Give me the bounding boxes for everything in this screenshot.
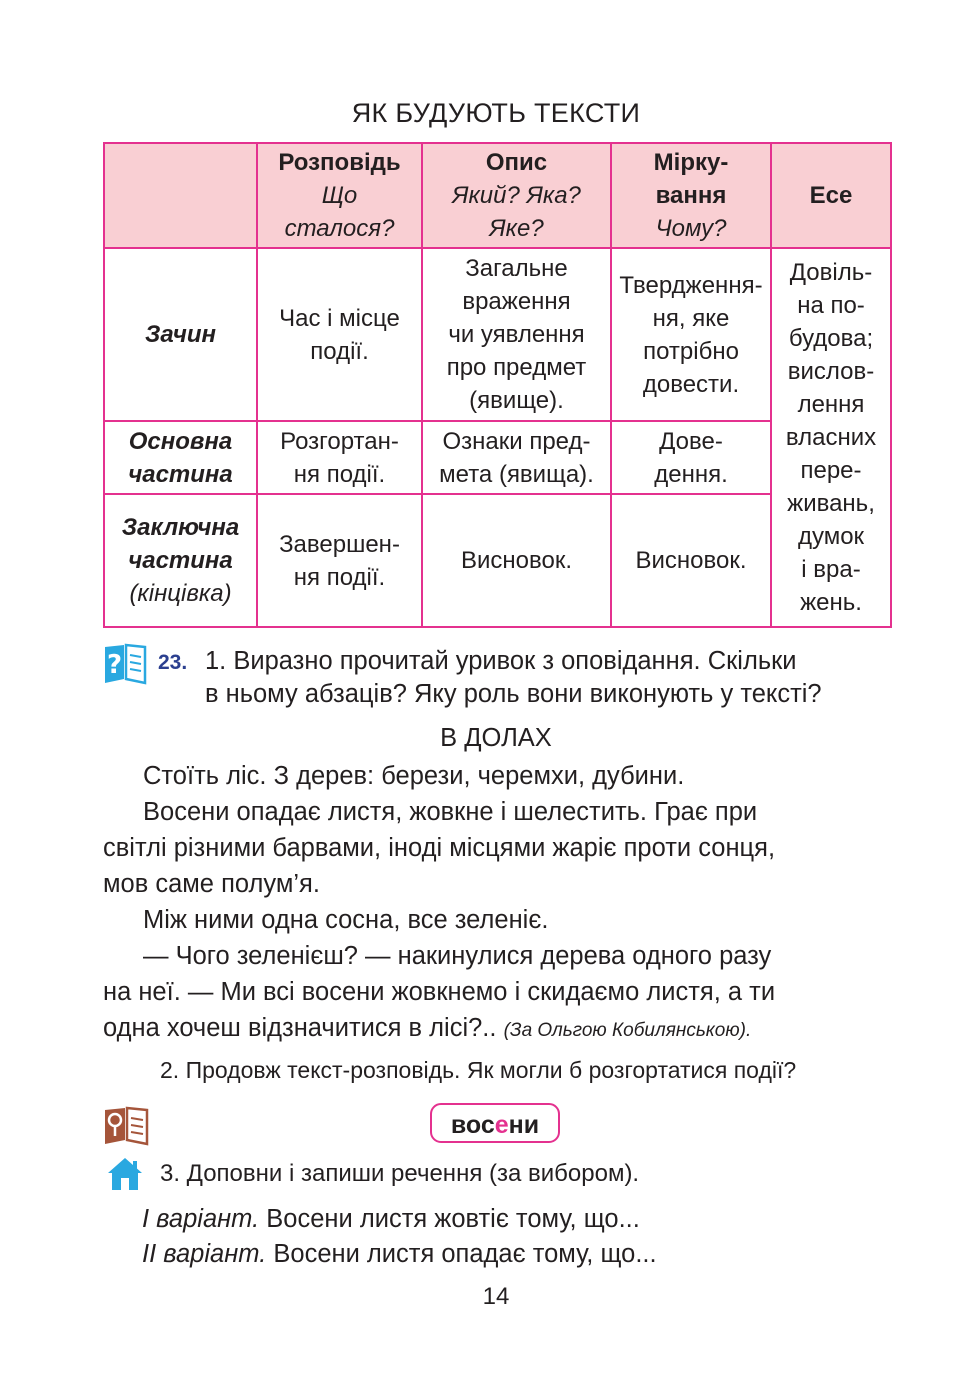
cell-line: Розгортан- [280,427,399,455]
header-opys [422,143,611,248]
question-book-icon [103,643,147,687]
paragraph: Між ними одна сосна, все зеленіє. [143,906,549,934]
cell-line: пере- [800,457,862,484]
row-label-osnovna [104,421,257,494]
cell-line: чи уявлення [448,321,585,348]
task-line: 1. Виразно прочитай уривок з оповідання. Скільки [205,647,797,675]
cell-line: на по- [797,292,865,319]
paragraph-line: на неї. — Ми всі восени жовкнемо і скидаємо листя, а ти [103,978,776,1006]
paragraph-line: — Чого зеленієш? — накинулися дерева одного разу [143,942,772,970]
cell-line: ня події. [293,563,386,591]
table-cell [257,248,422,421]
header-ese [771,143,891,248]
header-label: вання [655,182,727,209]
cell-line: жень. [800,589,862,616]
page-title: ЯК БУДУЮТЬ ТЕКСТИ [351,98,641,128]
header-question: сталося? [284,215,395,242]
paragraph-line: мов саме полум’я. [103,870,320,898]
story-text [103,758,890,1049]
source-attribution: (За Ольгою Кобилянською). [503,1020,752,1041]
table-header-row [104,143,891,248]
cell-line: Час і місце [279,304,400,332]
paragraph-line: світлі різними барвами, іноді місцями жаріє проти сонця, [103,834,776,862]
paragraph-text: одна хочеш відзначитися в лісі?.. [103,1014,497,1042]
ese-cell [771,248,891,627]
story-title: В ДОЛАХ [440,724,552,752]
task-2: 2. Продовж текст-розповідь. Як могли б розгортатися події? [160,1057,797,1083]
variant-text: Восени листя опадає тому, що... [266,1240,657,1268]
word-part: ни [508,1111,540,1139]
row-label-zakliuchna [104,494,257,627]
paragraph-line: Восени опадає листя, жовкне і шелестить. Грає при [143,798,758,826]
cell-line: враження [462,288,571,315]
word-part: вос [450,1111,495,1139]
header-label: Есе [809,182,853,209]
cell-line: Ознаки пред- [442,427,591,455]
header-label: Розповідь [278,149,401,176]
cell-line: довести. [642,370,740,398]
cell-line: ня, яке [652,304,730,332]
row-label-zachyn: Зачин [104,248,257,421]
variant-label: ІІ варіант. [142,1240,267,1268]
table-cell [422,248,611,421]
cell-line: потрібно [643,337,739,365]
header-empty-cell [104,143,257,248]
table-cell: Висновок. [611,494,771,627]
page-number: 14 [482,1283,510,1310]
svg-text:?: ? [106,650,123,680]
cell-line: власних [785,424,877,451]
table-cell [257,421,422,494]
cell-line: дення. [654,460,728,488]
variant-1 [142,1201,640,1237]
cell-line: події. [310,337,369,365]
cell-line: лення [797,391,865,418]
reading-book-icon [103,1106,149,1148]
header-label: Мірку- [653,149,729,176]
table-cell: Висновок. [422,494,611,627]
variant-2 [142,1236,657,1272]
cell-line: Основна [128,427,233,455]
exercise-number: 23. [158,651,188,674]
stress-word-box [430,1103,560,1143]
table-cell [611,421,771,494]
cell-line: Завершен- [279,530,400,558]
cell-line: Загальне [465,255,568,282]
cell-line: (явище). [469,387,564,414]
cell-line: мета (явища). [439,460,594,488]
cell-line: ня події. [293,460,386,488]
cell-line: (кінцівка) [129,580,232,607]
cell-line: думок [797,523,865,550]
table-cell [422,421,611,494]
cell-line: Заключна [121,514,240,541]
table-row [104,248,891,421]
task-1 [205,645,890,711]
table-cell [257,494,422,627]
cell-line: будова; [788,325,874,352]
text-types-table [103,142,892,628]
cell-line: частина [128,460,233,488]
header-question: Який? Яка? [452,182,581,209]
stressed-letter: е [494,1111,509,1139]
cell-line: Твердження- [619,271,763,299]
task-line: в ньому абзаців? Яку роль вони виконують у тексті? [205,680,822,708]
header-rozpovid [257,143,422,248]
header-mirkuvannia [611,143,771,248]
cell-line: Довіль- [789,259,873,286]
cell-line: Дове- [659,427,723,455]
cell-line: живань, [787,490,875,517]
header-question: Яке? [489,215,544,242]
home-icon [106,1156,144,1192]
variant-text: Восени листя жовтіє тому, що... [259,1205,640,1233]
header-question: Чому? [655,215,727,242]
cell-line: і вра- [801,556,861,583]
header-label: Опис [485,149,548,176]
variant-label: І варіант. [142,1205,260,1233]
cell-line: вислов- [787,358,875,385]
paragraph-line [103,1010,890,1049]
cell-line: про предмет [446,354,587,381]
task-3: 3. Доповни і запиши речення (за вибором). [160,1160,640,1187]
table-cell [611,248,771,421]
cell-line: частина [128,547,233,574]
paragraph: Стоїть ліс. З дерев: берези, черемхи, дубини. [143,762,685,790]
header-question: Що [321,182,358,209]
